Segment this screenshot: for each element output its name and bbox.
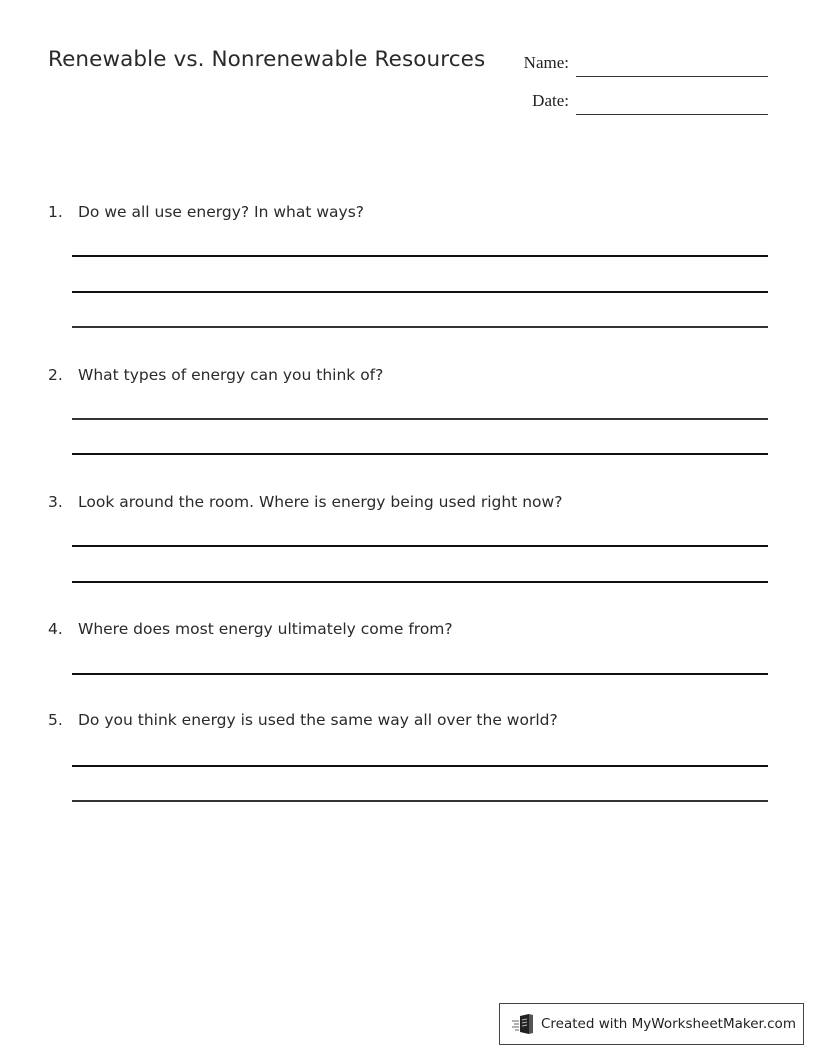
- question-number: 4.: [48, 620, 63, 638]
- answer-line-1-3[interactable]: [72, 326, 768, 328]
- question-5: [48, 711, 558, 729]
- name-label: Name:: [523, 53, 569, 72]
- name-field[interactable]: [576, 76, 768, 77]
- answer-line-5-1[interactable]: [72, 765, 768, 767]
- question-1: [48, 203, 364, 221]
- worksheet-maker-logo-icon: [511, 1013, 535, 1035]
- question-text: Do you think energy is used the same way all over the world?: [78, 711, 558, 729]
- question-number: 2.: [48, 366, 63, 384]
- answer-line-5-2[interactable]: [72, 800, 768, 802]
- date-field[interactable]: [576, 114, 768, 115]
- question-number: 1.: [48, 203, 63, 221]
- question-number: 5.: [48, 711, 63, 729]
- question-text: Where does most energy ultimately come from?: [78, 620, 453, 638]
- worksheet-title: Renewable vs. Nonrenewable Resources: [48, 47, 486, 72]
- answer-line-1-1[interactable]: [72, 255, 768, 257]
- footer-credit-text: Created with MyWorksheetMaker.com: [541, 1016, 796, 1032]
- answer-line-4-1[interactable]: [72, 673, 768, 675]
- question-2: [48, 366, 383, 384]
- answer-line-2-2[interactable]: [72, 453, 768, 455]
- answer-line-2-1[interactable]: [72, 418, 768, 420]
- question-text: Look around the room. Where is energy being used right now?: [78, 493, 563, 511]
- question-text: What types of energy can you think of?: [78, 366, 384, 384]
- question-number: 3.: [48, 493, 63, 511]
- date-label: Date:: [532, 91, 569, 110]
- answer-line-3-1[interactable]: [72, 545, 768, 547]
- question-text: Do we all use energy? In what ways?: [78, 203, 365, 221]
- question-4: [48, 620, 453, 638]
- footer-credit-badge[interactable]: [499, 1003, 804, 1045]
- question-3: [48, 493, 562, 511]
- answer-line-3-2[interactable]: [72, 581, 768, 583]
- answer-line-1-2[interactable]: [72, 291, 768, 293]
